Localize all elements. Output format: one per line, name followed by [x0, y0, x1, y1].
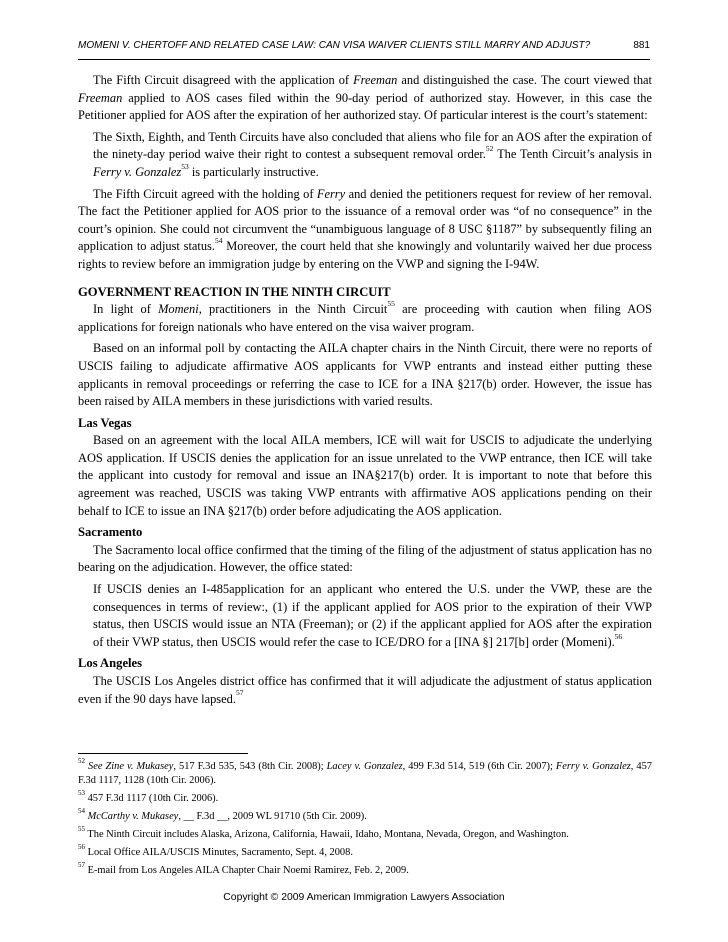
copyright-footer: Copyright © 2009 American Immigration Lawyers Association	[223, 892, 505, 903]
paragraph-informal-poll: Based on an informal poll by contacting the AILA chapter chairs in the Ninth Circuit, there were no reports of USCIS failing to adjudicate affirmative AOS applicants for VWP entrants and instead either putting these applicants in removal proceedings or referring the case to ICE for a INA §217(b) order. However, the issue has been raised by AILA members in these jurisdictions with varied results.	[78, 341, 652, 409]
section-heading-ninth-circuit: GOVERNMENT REACTION IN THE NINTH CIRCUIT	[78, 284, 391, 299]
footnote-57: $^{57}$ E-mail from Los Angeles AILA Chapter Chair Noemi Ramirez, Feb. 2, 2009.	[78, 860, 409, 876]
footnotes-section	[78, 753, 652, 882]
paragraph-ferry-holding: The Fifth Circuit agreed with the holding of Ferry and denied the petitioners request for review of her removal. The fact the Petitioner applied for AOS prior to the issuance of a removal order was “of no consequence” in the court’s opinion. She could not circumvent the “unambiguous language of 8 USC §1187” by subsequently filing an application to adjust status.$^{54}$ Moreover, the court held that she knowingly and voluntarily waived her due process rights to review before an immigration judge by entering on the VWP and signing the I-94W.	[78, 186, 652, 271]
footnote-52: $^{52}$ See Zine v. Mukasey, 517 F.3d 535, 543 (8th Cir. 2008); Lacey v. Gonzalez, 499 F.3d 514, 519 (6th Cir. 2007); Ferry v. Gonzalez, 457 F.3d 1117, 1128 (10th Cir. 2006).	[78, 756, 652, 786]
footnote-ref-56[interactable]: 56	[614, 631, 623, 641]
subheading-sacramento: Sacramento	[78, 525, 143, 540]
footnote-ref-55[interactable]: 55	[387, 299, 395, 308]
footnote-53: $^{53}$ 457 F.3d 1117 (10th Cir. 2006).	[78, 788, 219, 804]
running-title: MOMENI V. CHERTOFF AND RELATED CASE LAW: CAN VISA WAIVER CLIENTS STILL MARRY AND ADJUST?	[78, 40, 591, 51]
footnote-56: $^{56}$ Local Office AILA/USCIS Minutes, Sacramento, Sept. 4, 2008.	[78, 842, 353, 858]
paragraph-fifth-circuit: The Fifth Circuit disagreed with the application of Freeman and distinguished the case. The court viewed that Freeman applied to AOS cases filed within the 90-day period of authorized stay. However, in this case the Petitioner applied for AOS after the expiration of her authorized stay. Of particular interest is the court’s statement:	[78, 73, 652, 123]
footnote-ref-54[interactable]: 54	[214, 236, 223, 246]
page-number: 881	[633, 40, 650, 51]
running-header	[78, 40, 650, 60]
article-body	[78, 72, 652, 712]
footnote-55: $^{55}$ The Ninth Circuit includes Alaska, Arizona, California, Hawaii, Idaho, Montana, Nevada, Oregon, and Washington.	[78, 824, 569, 840]
paragraph-momeni-caution: In light of Momeni, practitioners in the Ninth Circuit$^{55}$ are proceeding with caution when filing AOS applications for foreign nationals who have entered on the visa waiver program.	[78, 299, 653, 334]
footnote-ref-53[interactable]: 53	[181, 161, 189, 171]
block-quote-circuits: The Sixth, Eighth, and Tenth Circuits have also concluded that aliens who file for an AOS after the expiration of the ninety-day period waive their right to contest a subsequent removal order.$^{52}$ The Tenth Circuit’s analysis in Ferry v. Gonzalez$^{53}$ is particularly instructive.	[93, 129, 653, 179]
footnote-divider	[78, 753, 248, 754]
paragraph-las-vegas: Based on an agreement with the local AILA members, ICE will wait for USCIS to adjudicate the underlying AOS application. If USCIS denies the application for an issue unrelated to the VWP entrance, then ICE will take the applicant into custody for removal and issue an INA§217(b) order. It is important to note that before this agreement was reached, USCIS was taking VWP entrants with affirmative AOS applications pending on their behalf to ICE to issue an INA §217(b) order before adjudicating the AOS application.	[78, 433, 652, 518]
footnote-ref-57[interactable]: 57	[235, 688, 244, 698]
subheading-las-vegas: Las Vegas	[78, 415, 132, 430]
paragraph-sacramento: The Sacramento local office confirmed that the timing of the filing of the adjustment of status application has no bearing on the adjudication. However, the office stated:	[78, 542, 652, 575]
subheading-los-angeles: Los Angeles	[78, 656, 143, 671]
paragraph-los-angeles: The USCIS Los Angeles district office has confirmed that it will adjudicate the adjustment of status application even if the 90 days have lapsed.$^{57}$	[78, 674, 652, 706]
footnote-54: $^{54}$ McCarthy v. Mukasey, __ F.3d __, 2009 WL 91710 (5th Cir. 2009).	[78, 806, 367, 822]
footnote-ref-52[interactable]: 52	[485, 144, 494, 154]
block-quote-sacramento: If USCIS denies an I-485application for an applicant who entered the U.S. under the VWP, these are the consequences in terms of review:, (1) if the applicant applied for AOS prior to the expiration of their VWP status, then USCIS would issue an NTA (Freeman); or (2) if the applicant applied for AOS after the expiration of their VWP status, then USCIS would refer the case to ICE/DRO for a [INA §] 217[b] order (Momeni).$^{56}$	[93, 582, 652, 649]
